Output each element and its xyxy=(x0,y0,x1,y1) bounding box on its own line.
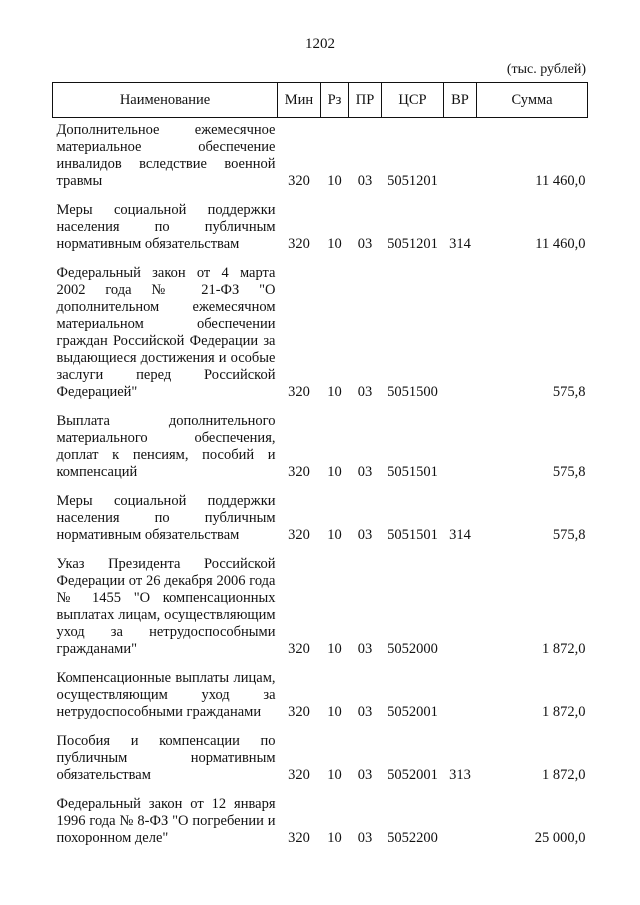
row-name: Федеральный закон от 4 марта 2002 года № 21-ФЗ "О дополнительном ежемесячном материальном обеспечении граждан Российской Федерации за выдающиеся достижения и особые заслуги перед Российской Федерацией" xyxy=(56,265,276,400)
row-pr: 03 xyxy=(357,830,373,846)
header-sum: Сумма xyxy=(477,83,588,118)
row-sum: 575,8 xyxy=(552,527,586,543)
row-pr: 03 xyxy=(357,384,373,400)
row-sum: 1 872,0 xyxy=(542,704,586,720)
row-name: Меры социальной поддержки населения по публичным нормативным обязательствам xyxy=(56,202,276,252)
row-rz: 10 xyxy=(327,384,342,400)
header-min: Мин xyxy=(278,83,321,118)
header-vr: ВР xyxy=(444,83,477,118)
table-header xyxy=(53,83,588,118)
units-note: (тыс. рублей) xyxy=(506,62,586,77)
row-vr: 314 xyxy=(449,236,471,252)
row-rz: 10 xyxy=(327,527,342,543)
row-pr: 03 xyxy=(357,464,373,480)
row-rz: 10 xyxy=(327,641,342,657)
row-vr xyxy=(444,792,477,855)
row-pr: 03 xyxy=(357,527,373,543)
row-sum: 575,8 xyxy=(552,384,586,400)
row-rz: 10 xyxy=(327,830,342,846)
row-min: 320 xyxy=(288,767,310,783)
row-vr xyxy=(444,261,477,409)
row-csr: 5051201 xyxy=(387,236,438,252)
row-min: 320 xyxy=(288,527,310,543)
row-sum: 25 000,0 xyxy=(534,830,586,846)
row-name: Дополнительное ежемесячное материальное обеспечение инвалидов вследствие военной травмы xyxy=(56,122,276,189)
row-sum: 1 872,0 xyxy=(542,767,586,783)
row-csr: 5051501 xyxy=(387,527,438,543)
page-number: 1202 xyxy=(305,36,335,52)
row-name: Выплата дополнительного материального обеспечения, доплат к пенсиям, пособий и компенсаций xyxy=(56,413,276,480)
row-sum: 575,8 xyxy=(552,464,586,480)
row-vr xyxy=(444,409,477,489)
table-row xyxy=(53,792,588,855)
row-pr: 03 xyxy=(357,236,373,252)
row-rz: 10 xyxy=(327,767,342,783)
table-row xyxy=(53,489,588,552)
row-pr: 03 xyxy=(357,767,373,783)
row-vr xyxy=(444,552,477,666)
row-name: Федеральный закон от 12 января 1996 года № 8-ФЗ "О погребении и похоронном деле" xyxy=(56,796,276,846)
row-sum: 11 460,0 xyxy=(535,173,586,189)
row-sum: 1 872,0 xyxy=(542,641,586,657)
table-row xyxy=(53,409,588,489)
header-pr: ПР xyxy=(349,83,382,118)
budget-table xyxy=(52,82,588,855)
row-pr: 03 xyxy=(357,173,373,189)
table-row xyxy=(53,261,588,409)
row-min: 320 xyxy=(288,641,310,657)
row-name: Указ Президента Российской Федерации от 26 декабря 2006 года № 1455 "О компенсационных выплатах лицам, осуществляющим уход за нетрудоспособными гражданами" xyxy=(56,556,276,657)
row-vr: 314 xyxy=(449,527,471,543)
row-name: Меры социальной поддержки населения по публичным нормативным обязательствам xyxy=(56,493,276,543)
row-csr: 5052001 xyxy=(387,704,438,720)
row-min: 320 xyxy=(288,464,310,480)
row-csr: 5051500 xyxy=(387,384,438,400)
row-rz: 10 xyxy=(327,464,342,480)
row-pr: 03 xyxy=(357,641,373,657)
row-name: Компенсационные выплаты лицам, осуществляющим уход за нетрудоспособными гражданами xyxy=(56,670,276,720)
header-csr: ЦСР xyxy=(382,83,444,118)
row-name: Пособия и компенсации по публичным нормативным обязательствам xyxy=(56,733,276,783)
row-rz: 10 xyxy=(327,236,342,252)
row-csr: 5051201 xyxy=(387,173,438,189)
row-rz: 10 xyxy=(327,704,342,720)
table-row xyxy=(53,118,588,199)
header-rz: Рз xyxy=(321,83,349,118)
table-body xyxy=(53,118,588,856)
row-vr: 313 xyxy=(449,767,471,783)
table-row xyxy=(53,666,588,729)
row-csr: 5051501 xyxy=(387,464,438,480)
table-row xyxy=(53,729,588,792)
row-min: 320 xyxy=(288,384,310,400)
row-vr xyxy=(444,118,477,199)
table-row xyxy=(53,552,588,666)
row-vr xyxy=(444,666,477,729)
row-rz: 10 xyxy=(327,173,342,189)
row-csr: 5052000 xyxy=(387,641,438,657)
header-name: Наименование xyxy=(53,83,278,118)
row-csr: 5052200 xyxy=(387,830,438,846)
row-csr: 5052001 xyxy=(387,767,438,783)
table-row xyxy=(53,198,588,261)
row-min: 320 xyxy=(288,704,310,720)
row-sum: 11 460,0 xyxy=(535,236,586,252)
row-pr: 03 xyxy=(357,704,373,720)
row-min: 320 xyxy=(288,173,310,189)
row-min: 320 xyxy=(288,236,310,252)
row-min: 320 xyxy=(288,830,310,846)
